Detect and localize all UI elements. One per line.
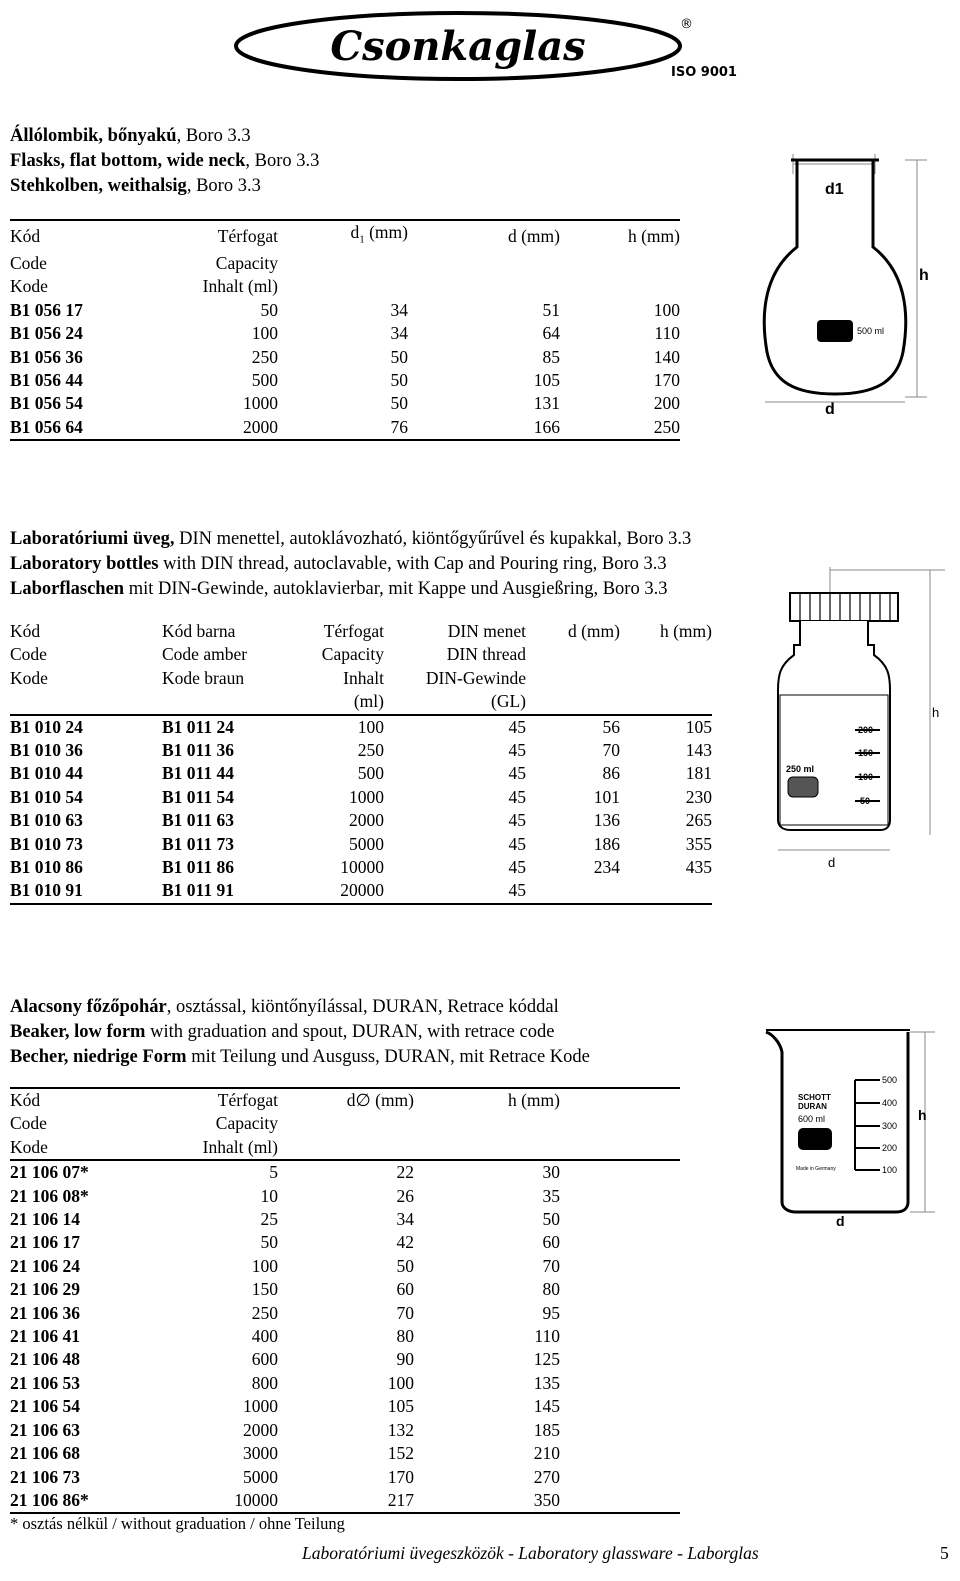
section2-line-en: Laboratory bottles with DIN thread, autoclavable, with Cap and Pouring ring, Boro 3.3 [10, 554, 667, 574]
bottle-label-d: d [828, 855, 836, 870]
beaker-label-d: d [836, 1213, 845, 1229]
table-row: B1 010 44 B1 011 44 500 45 86 181 [10, 763, 712, 784]
section2-heading [10, 527, 691, 602]
logo-registered: ® [680, 17, 693, 32]
beaker-illustration [760, 1020, 950, 1235]
bottle-grad-150: 150 [858, 748, 874, 758]
table-row: 21 106 14 25 34 50 [10, 1209, 560, 1230]
beaker-grad-200: 200 [882, 1143, 898, 1153]
footnote: * osztás nélkül / without graduation / ohne Teilung [10, 1514, 345, 1533]
flask-label-h: h [919, 267, 929, 284]
bottle-illustration [770, 565, 950, 875]
page-number: 5 [940, 1543, 949, 1563]
beaker-grad-500: 500 [882, 1075, 898, 1085]
section3-line-de: Becher, niedrige Form mit Teilung und Ausguss, DURAN, mit Retrace Kode [10, 1047, 590, 1067]
table-row: 21 106 24 100 50 70 [10, 1255, 560, 1276]
logo-brand-text: Csonkaglas [330, 23, 586, 70]
table-row: 21 106 17 50 42 60 [10, 1232, 560, 1253]
table-row: B1 056 64 2000 76 166 250 [10, 416, 680, 440]
flask-illustration [755, 152, 955, 422]
bottle-grad-100: 100 [858, 772, 874, 782]
table-row: 21 106 63 2000 132 185 [10, 1419, 560, 1440]
table-row: B1 010 91 B1 011 91 20000 45 [10, 879, 712, 903]
beaker-made-in: Made in Germany [796, 1166, 836, 1172]
table-row: B1 010 24 B1 011 24 100 45 56 105 [10, 716, 712, 737]
beakers-table: Kód Térfogat d∅ (mm) h (mm) Code Capacity Kode Inhalt (ml) 21 106 07* 5 22 30 21 106 08* 10 26 35 21 106 14 25 34 50 21 106 17 50 42 60 21 106 24 100 50 70 21 106 29 150 60 80 21 106 36 250 70 95 21 106 41 400 80 110 21 106 48 600 90 125 21 106 53 800 100 135 21 106 54 1000 105 145 21 106 63 2000 132 185 21 106 68 3000 152 210 21 106 73 5000 170 270 21 106 86* 10000 217 350 [10, 1087, 680, 1514]
table-row: B1 010 54 B1 011 54 1000 45 101 230 [10, 786, 712, 807]
table-row: 21 106 48 600 90 125 [10, 1349, 560, 1370]
table-row: 21 106 36 250 70 95 [10, 1302, 560, 1323]
table-row: B1 056 54 1000 50 131 200 [10, 393, 680, 414]
table-row: 21 106 41 400 80 110 [10, 1326, 560, 1347]
flask-volume-label: 500 ml [857, 326, 885, 336]
section3-heading [10, 995, 590, 1070]
section1-line-hu: Állólombik, bőnyakú, Boro 3.3 [10, 126, 251, 146]
section3-line-en: Beaker, low form with graduation and spout, DURAN, with retrace code [10, 1022, 555, 1042]
bottle-volume-label: 250 ml [786, 764, 815, 774]
table-row: B1 010 63 B1 011 63 2000 45 136 265 [10, 810, 712, 831]
table-row: 21 106 86* 10000 217 350 [10, 1489, 680, 1513]
beaker-grad-100: 100 [882, 1165, 898, 1175]
bottle-grad-200: 200 [858, 725, 874, 735]
section1-line-en: Flasks, flat bottom, wide neck, Boro 3.3 [10, 151, 320, 171]
logo-iso: ISO 9001 [671, 65, 737, 80]
bottle-grad-50: 50 [860, 796, 871, 806]
table-row: 21 106 68 3000 152 210 [10, 1443, 560, 1464]
table-row: 21 106 53 800 100 135 [10, 1372, 560, 1393]
table-row: B1 010 86 B1 011 86 10000 45 234 435 [10, 857, 712, 878]
table-row: B1 010 36 B1 011 36 250 45 70 143 [10, 740, 712, 761]
flasks-table: Kód Térfogat $d_1$ (mm) d (mm) h (mm) Code Capacity Kode Inhalt (ml) B1 056 17 50 34 51 100 B1 056 24 100 34 64 110 B1 056 36 250 50 85 140 B1 056 44 500 50 105 170 B1 056 54 1000 50 131 200 B1 056 64 2000 76 166 250 [10, 219, 680, 441]
footer-text: Laboratóriumi üvegeszközök - Laboratory glassware - Laborglas [302, 1543, 759, 1563]
beaker-volume-label: 600 ml [798, 1114, 826, 1124]
section1-heading [10, 124, 319, 199]
beaker-label-h: h [918, 1107, 927, 1123]
table-row: 21 106 29 150 60 80 [10, 1279, 560, 1300]
bottle-label-h: h [932, 705, 940, 720]
section2-line-de: Laborflaschen mit DIN-Gewinde, autoklavierbar, mit Kappe und Ausgießring, Boro 3.3 [10, 579, 668, 599]
table-row: B1 056 17 50 34 51 100 [10, 299, 680, 320]
table-row: B1 056 36 250 50 85 140 [10, 346, 680, 367]
table-row: 21 106 07* 5 22 30 [10, 1162, 560, 1183]
beaker-brand-schott: SCHOTT [798, 1093, 831, 1102]
table-row: B1 056 44 500 50 105 170 [10, 369, 680, 390]
section3-line-hu: Alacsony főzőpohár, osztással, kiöntőnyílással, DURAN, Retrace kóddal [10, 997, 559, 1017]
table-row: B1 056 24 100 34 64 110 [10, 323, 680, 344]
table-row: B1 010 73 B1 011 73 5000 45 186 355 [10, 833, 712, 854]
bottles-table: Kód Kód barna Térfogat DIN menet d (mm) h (mm) Code Code amber Capacity DIN thread Kode Kode braun Inhalt DIN-Gewinde (ml) (GL) B1 010 24 B1 011 24 100 45 56 105 B1 010 36 B1 011 36 250 45 70 143 B1 010 44 B1 011 44 500 45 86 181 B1 010 54 B1 011 54 1000 45 101 230 B1 010 63 B1 011 63 2000 45 136 265 B1 010 73 B1 011 73 5000 45 186 355 B1 010 86 B1 011 86 10000 45 234 435 B1 010 91 B1 011 91 20000 45 [10, 620, 712, 905]
section1-line-de: Stehkolben, weithalsig, Boro 3.3 [10, 176, 261, 196]
flask-label-d1: d1 [825, 181, 844, 198]
beaker-grad-300: 300 [882, 1121, 898, 1131]
flask-label-d: d [825, 401, 835, 418]
beaker-grad-400: 400 [882, 1098, 898, 1108]
page-footer [302, 1543, 949, 1564]
table-row: 21 106 73 5000 170 270 [10, 1466, 560, 1487]
table-row: 21 106 54 1000 105 145 [10, 1396, 560, 1417]
beaker-brand-duran: DURAN [798, 1102, 827, 1111]
csonkaglas-logo [233, 8, 738, 82]
section2-line-hu: Laboratóriumi üveg, DIN menettel, autoklávozható, kiöntőgyűrűvel és kupakkal, Boro 3.3 [10, 529, 692, 549]
table-row: 21 106 08* 10 26 35 [10, 1185, 560, 1206]
